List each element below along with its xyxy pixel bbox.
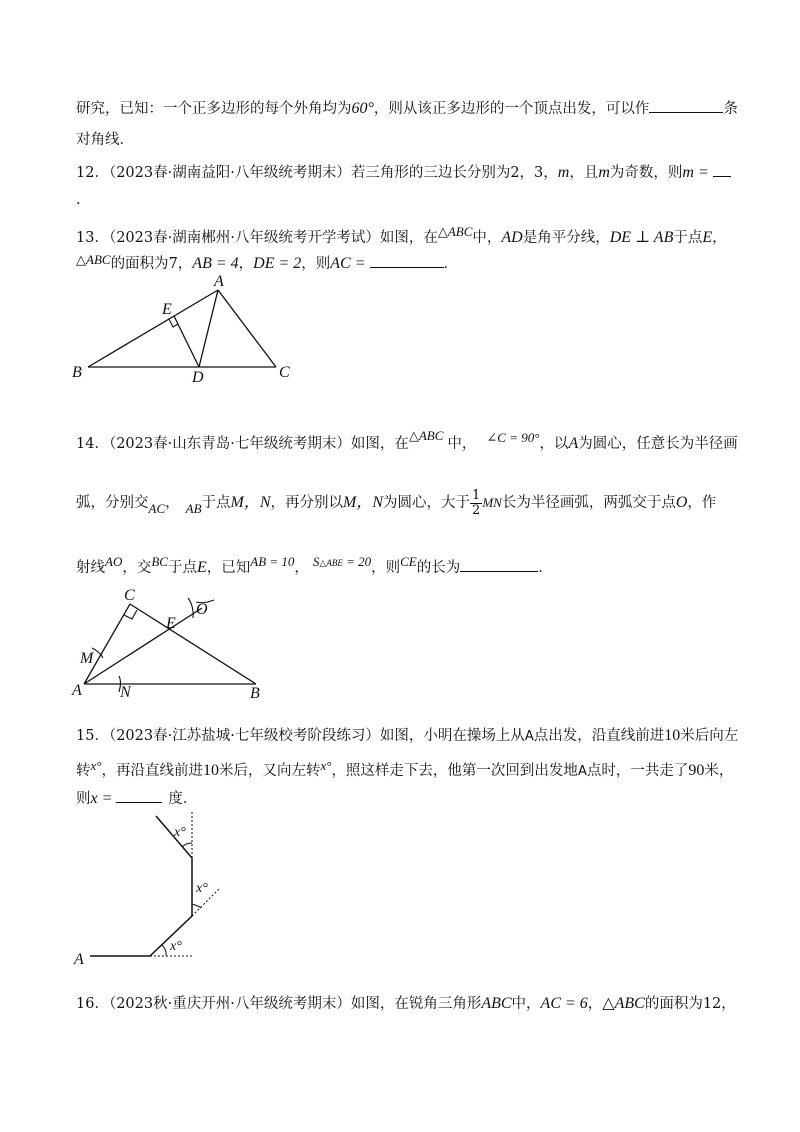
q11-angle: 60° <box>351 100 374 117</box>
q12-sides: 2，3， <box>510 165 558 181</box>
q13-answer-blank[interactable] <box>370 253 444 268</box>
q16-abc: ABC <box>481 995 512 1012</box>
q13-label-a: A <box>214 273 224 290</box>
q15-label-a: A <box>74 951 84 968</box>
q11-text: 研究，已知：一个正多边形的每个外角均为 <box>76 101 352 117</box>
q14-end: ． <box>538 560 553 576</box>
q13-line1 <box>76 222 727 248</box>
q13-area: 7 <box>168 256 178 272</box>
q15-text-b: 点出发，沿直线前进 <box>533 728 665 744</box>
q15-line3-b: 度． <box>168 791 198 807</box>
q15-text-c: 米后向左 <box>680 728 739 744</box>
q16-text-a: 如图，在锐角三角形 <box>350 996 482 1012</box>
q15-pt2: A <box>577 764 587 779</box>
q14-mn-points2: M，N <box>343 494 384 511</box>
q15-line2-c: 米后，又向左转 <box>218 763 321 779</box>
q13-ad: AD <box>501 229 523 246</box>
q15-angle-arc-3 <box>182 843 192 847</box>
q15-pt: A <box>524 729 534 744</box>
q14-line2-e: 长为半径画弧，两弧交于点 <box>501 495 676 511</box>
q14-line2-d: 为圆心，大于 <box>383 495 471 511</box>
q11-line2 <box>76 130 134 150</box>
q12-line2 <box>76 190 81 210</box>
q13-c2: ， <box>238 256 254 272</box>
q13-label-b: B <box>72 364 82 381</box>
q14-ce: CE <box>400 554 417 569</box>
q15-line2-f: 米， <box>704 763 734 779</box>
q14-text-b: 中， <box>447 436 477 452</box>
q12-dot: . <box>76 192 81 208</box>
q14-number: 14． <box>76 436 109 452</box>
q14-e: E <box>196 559 207 576</box>
q13-text-c: 是角平分线， <box>522 230 610 246</box>
q14-line3-c: 于点 <box>167 560 197 576</box>
q14-label-e: E <box>166 615 176 632</box>
q12-number: 12． <box>76 165 109 181</box>
q15-dist2: 10 <box>202 762 219 779</box>
q16-number: 16． <box>76 996 109 1012</box>
q13-ab: AB = 4 <box>192 255 239 272</box>
q16-text-c: 的面积为 <box>644 996 703 1012</box>
q15-xdeg: x° <box>90 758 102 773</box>
q12-answer-blank[interactable] <box>713 162 731 177</box>
q14-line2-c: ，再分别以 <box>270 495 344 511</box>
q12-eq: m = <box>682 164 709 181</box>
q14-line2-a: 弧，分别交 <box>76 495 149 511</box>
q14-frac-num: 1 <box>472 487 481 503</box>
q15-angle-label-2: x° <box>196 881 208 896</box>
q14-line1 <box>76 426 738 454</box>
q16-source: （2023秋·重庆开州·八年级统考期末） <box>108 996 351 1012</box>
q13-end: ． <box>443 256 459 272</box>
q14-tri: △ABC <box>408 428 444 443</box>
q15-answer-blank[interactable] <box>116 788 162 803</box>
q15-x: x = <box>90 790 113 807</box>
q14-text-c: ，以 <box>539 436 569 452</box>
q15-line2-b: ，再沿直线前进 <box>101 763 203 779</box>
q14-line3-f: 的长为 <box>416 560 461 576</box>
q14-line3-b: ，交 <box>122 560 152 576</box>
q12-m2: m <box>598 164 610 181</box>
q15-xdeg2: x° <box>320 758 332 773</box>
q14-line3-d: ，已知 <box>206 560 251 576</box>
q15-line2-a: 转 <box>76 763 91 779</box>
q14-line2-f: ，作 <box>687 495 717 511</box>
q13-text-d: 于点 <box>673 230 703 246</box>
q14-sep: ， <box>165 495 180 511</box>
q11-text-line2: 对角线． <box>76 132 134 148</box>
q14-label-c: C <box>124 587 135 604</box>
q14-mn-points: M，N <box>230 494 271 511</box>
q13-label-d: D <box>192 369 204 384</box>
q14-frac-den: 2 <box>472 502 481 518</box>
q14-a: A <box>568 435 579 452</box>
q14-figure <box>70 582 290 708</box>
q14-label-o: O <box>196 601 208 618</box>
q15-line2-d: ，照这样走下去，他第一次回到出发地 <box>331 763 578 779</box>
q14-label-m: M <box>80 650 94 667</box>
q13-label-e: E <box>162 301 172 318</box>
q14-ab: AB <box>185 501 202 516</box>
q16-end: ， <box>721 996 736 1012</box>
q13-line2 <box>76 250 458 274</box>
q12-text-b: ，且 <box>569 165 599 181</box>
q11-line1 <box>76 98 738 119</box>
q13-side-ab <box>88 290 218 367</box>
q16-area: 12 <box>702 996 722 1012</box>
q14-area-expr <box>313 554 371 569</box>
q14-text-d: 为圆心，任意长为半径画 <box>578 436 738 452</box>
q14-label-a: A <box>72 682 82 699</box>
q12-text-c: 为奇数，则 <box>609 165 683 181</box>
q14-line3 <box>76 552 553 578</box>
q13-tri2: △ABC <box>76 252 111 267</box>
q14-side-ac <box>84 604 130 684</box>
q12-text-a: 若三角形的三边长分别为 <box>350 165 511 181</box>
q16-ac: AC = 6 <box>540 995 588 1012</box>
q16-text-b: 中， <box>511 996 541 1012</box>
q14-comma: ， <box>294 560 309 576</box>
q14-line3-e: ，则 <box>371 560 401 576</box>
q14-line2-b: 于点 <box>201 495 231 511</box>
q14-source: （2023春·山东青岛·七年级统考期末） <box>108 436 351 452</box>
q13-perp: DE ⊥ AB <box>609 229 674 246</box>
q14-ac: AC <box>148 501 166 516</box>
q12-source: （2023春·湖南益阳·八年级统考期末） <box>108 165 351 181</box>
q14-mn: MN <box>482 495 502 510</box>
q13-line2-a: 的面积为 <box>110 256 169 272</box>
q15-line2-e: 点时，一共走了 <box>586 763 689 779</box>
q13-comma: ， <box>712 230 727 246</box>
q13-text-a: 如图，在 <box>379 230 438 246</box>
q14-ab10: AB = 10 <box>250 554 295 569</box>
q15-angle-arc-2 <box>192 904 201 908</box>
q14-label-n: N <box>120 684 131 701</box>
q14-s-val: = 20 <box>346 554 372 569</box>
q13-figure <box>66 272 306 384</box>
q15-source: （2023春·江苏盐城·七年级校考阶段练习） <box>108 728 380 744</box>
q15-angle-arc-1 <box>162 945 166 956</box>
q16-tri: △ABC <box>602 995 645 1012</box>
q14-fraction <box>470 489 482 518</box>
q11-text-b: ，则从该正多边形的一个顶点出发，可以作 <box>373 101 650 117</box>
q13-segment-ad <box>199 290 218 367</box>
q13-text-b: 中， <box>472 230 502 246</box>
q15-angle-label-3: x° <box>174 825 186 840</box>
q15-number: 15． <box>76 728 109 744</box>
q14-ao: AO <box>105 554 123 569</box>
q13-e: E <box>702 229 713 246</box>
q14-s: S <box>312 554 320 569</box>
q15-line2 <box>76 756 733 782</box>
q14-s-sub: △ABE <box>319 558 343 568</box>
q16-line1 <box>76 994 736 1014</box>
q14-line2 <box>76 488 716 524</box>
q13-ze: ，则 <box>301 256 331 272</box>
q13-number: 13． <box>76 230 109 246</box>
q11-text-c: 条 <box>723 101 738 117</box>
q14-angle: ∠C = 90° <box>486 430 540 445</box>
q13-tri: △ABC <box>437 224 473 239</box>
q15-line1 <box>76 726 738 747</box>
q15-text-a: 如图，小明在操场上从 <box>379 728 525 744</box>
q15-line3 <box>76 788 197 809</box>
q13-label-c: C <box>279 364 290 381</box>
q14-text-a: 如图，在 <box>350 436 409 452</box>
q14-bc: BC <box>151 554 168 569</box>
q15-line3-a: 则 <box>76 791 91 807</box>
q12-line1 <box>76 162 731 183</box>
q14-o: O <box>675 494 688 511</box>
q16-comma: ， <box>587 996 603 1012</box>
q14-label-b: B <box>250 685 260 702</box>
q13-source: （2023春·湖南郴州·八年级统考开学考试） <box>108 230 380 246</box>
q13-side-ac <box>218 290 276 367</box>
q15-dist: 10 <box>664 727 681 744</box>
q13-ac: AC = <box>330 255 366 272</box>
q14-line3-a: 射线 <box>76 560 105 576</box>
q15-figure <box>66 808 236 970</box>
q15-angle-label-1: x° <box>170 939 182 954</box>
q14-answer-blank[interactable] <box>460 557 538 572</box>
q15-total: 90 <box>688 762 705 779</box>
q14-ray-ao <box>84 608 202 684</box>
q11-answer-blank[interactable] <box>649 98 723 113</box>
q12-m: m <box>557 164 570 181</box>
q13-de: DE = 2 <box>253 255 302 272</box>
q13-c1: ， <box>177 256 193 272</box>
